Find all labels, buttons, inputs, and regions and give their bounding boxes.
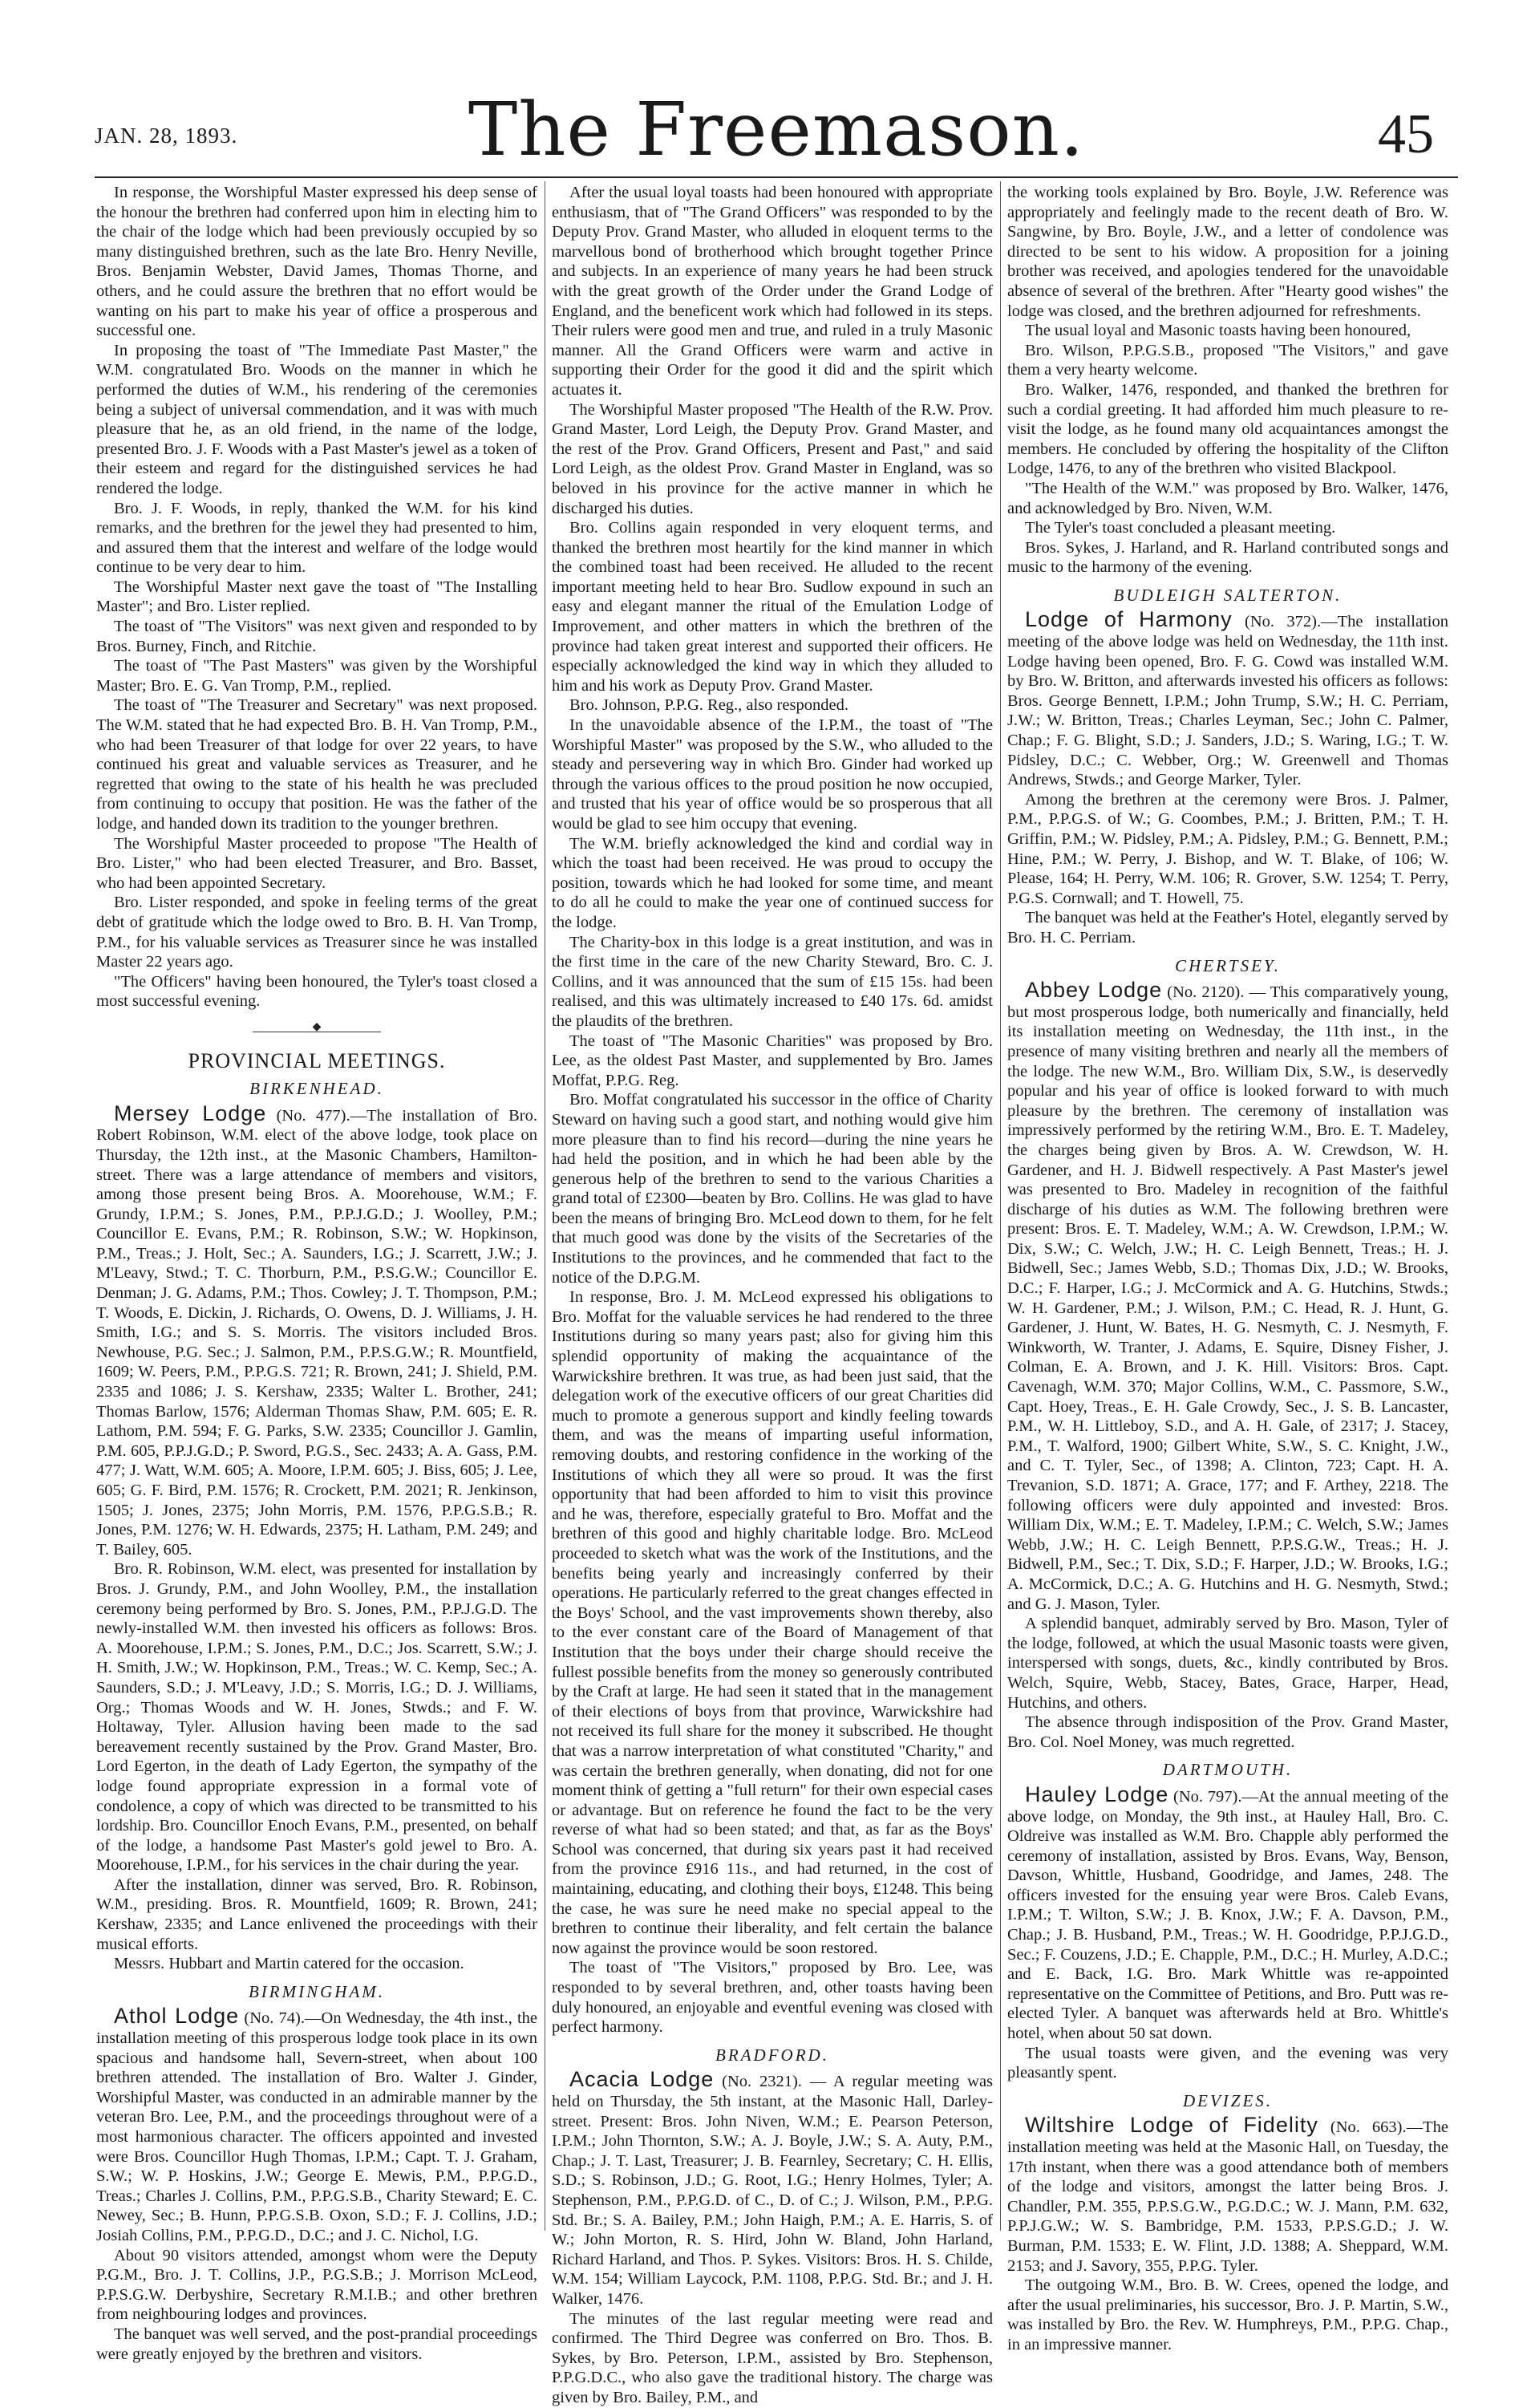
paragraph: In the unavoidable absence of the I.P.M., the toast of "The Worshipful Master" was proposed by the S.W., who alluded to the steady and persevering way in which Bro. Ginder had worked up through the various offices to the proud position he now occupied, and trusted that his year of office would be so prosperous that all would be glad to see him occupy that evening. <box>552 716 993 833</box>
paragraph: "The Officers" having been honoured, the Tyler's toast closed a most successful evening. <box>96 972 537 1011</box>
paragraph: The outgoing W.M., Bro. B. W. Crees, opened the lodge, and after the usual preliminaries, his successor, Bro. J. P. Martin, S.W., was installed by Bro. the Rev. W. Humphreys, P.M., P.P.G. Chap., in an impressive manner. <box>1007 2276 1448 2353</box>
paragraph: Bro. Moffat congratulated his successor in the office of Charity Steward on having such a good start, and nothing would give him more pleasure than to find his record—during the nine years he had held the position, and in which he had been able by the generous help of the brethren to send to the various Charities a grand total of £2300—beaten by Bro. Collins. He was glad to have been the means of bringing Bro. McLeod down to them, for he felt that much good was done by the visits of the Secretaries of the Institutions to the provinces, and he commended that fact to the notice of the D.P.G.M. <box>552 1091 993 1287</box>
lodge-report: (No. 797).—At the annual meeting of the above lodge, on Monday, the 9th inst., at Hauley Hall, Bro. C. Oldreive was installed as W.M. Bro. Chapple ably performed the ceremony of installation, assisted by Bros. Evans, Way, Benson, Davson, Whittle, Husband, Goodridge, and James, 248. The officers invested for the ensuing year were Bros. Caleb Evans, I.P.M.; T. Wilton, S.W.; J. B. Knox, J.W.; F. A. Davson, P.M., Chap.; J. B. Husband, P.M., Treas.; W. H. Goodridge, P.P.J.G.D., Sec.; F. Couzens, J.D.; E. Chapple, P.M., D.C.; H. Murley, A.D.C.; and E. Back, I.G. Bro. Mark Whittle was re-appointed representative on the Committee of Petitions, and Bro. Putt was re-elected Tyler. A banquet was afterwards held at Bro. Whittle's hotel, when about 50 sat down. <box>1007 1787 1448 2043</box>
paragraph: The Worshipful Master next gave the toast of "The Installing Master"; and Bro. Lister replied. <box>96 578 537 616</box>
paragraph: The W.M. briefly acknowledged the kind and cordial way in which the toast had been received. He was proud to occupy the position, towards which he had looked for some time, and meant to do all he could to make the year one of continued success for the lodge. <box>552 834 993 931</box>
paragraph: About 90 visitors attended, amongst whom were the Deputy P.G.M., Bro. J. T. Collins, J.P., P.G.S.B.; J. Morrison McLeod, P.P.S.G.W. Derbyshire, Secretary R.M.I.B.; and other brethren from neighbouring lodges and provinces. <box>96 2246 537 2324</box>
paragraph: Bro. Lister responded, and spoke in feeling terms of the great debt of gratitude which the lodge owed to Bro. B. H. Van Tromp, P.M., for his valuable services as Treasurer since he was installed Master 22 years ago. <box>96 894 537 971</box>
paragraph: The toast of "The Visitors," proposed by Bro. Lee, was responded to by several brethren, and, other toasts having been duly honoured, an enjoyable and eventful evening was closed with perfect harmony. <box>552 1959 993 2037</box>
paragraph: The Worshipful Master proposed "The Health of the R.W. Prov. Grand Master, Lord Leigh, the Deputy Prov. Grand Master, and the rest of the Prov. Grand Officers, Present and Past," and said Lord Leigh, as the oldest Prov. Grand Master in England, was so beloved in his province for the active manner in which he discharged his duties. <box>552 400 993 517</box>
paragraph: In response, Bro. J. M. McLeod expressed his obligations to Bro. Moffat for the valuable services he had rendered to the three Institutions during so many years past; also for giving him this splendid opportunity of making the acquaintance of the Warwickshire brethren. It was true, as had been just said, that the delegation work of the executive officers of our great Charities did much to promote a generous support and kindly feeling towards them, and was the means of imparting useful information, removing doubts, and restoring confidence in the working of the Institutions of which they all were so proud. It was the first opportunity that had been afforded to him to visit this province and he was, therefore, especially grateful to Bro. Moffat and the brethren of this good and highly charitable lodge. Bro. McLeod proceeded to sketch what was the work of the Institutions, and the benefits being yearly and increasingly conferred by their operations. He particularly referred to the great changes effected in the Boys' School, and the vast improvements shown thereby, also to the ever constant care of the Board of Management of that Institution that the boys under their charge should receive the fullest possible benefits from the money so generously contributed by the Craft at large. He had seen it stated that in the management of their elections of boys from that province, Warwickshire had not received its full share for the money it subscribed. He thought that was a narrow interpretation of what constituted "Charity," and was certain the brethren generally, when donating, did not for one moment think of getting a "full return" for their own especial cases or advantage. But on reference he found the fact to be the very reverse of what had so been stated; and that, as far as the Boys' School was concerned, that during six years past it had received from the province £916 11s., and had returned, in the cost of maintaining, educating, and clothing their boys, £1248. This being the case, he was sure he need make no special appeal to the brethren to continue their liberality, and felt certain the balance now against the province would be soon restored. <box>552 1288 993 1957</box>
paragraph: The usual loyal and Masonic toasts having been honoured, <box>1025 322 1411 340</box>
section-heading: PROVINCIAL MEETINGS. <box>188 1048 446 1072</box>
paragraph: The absence through indisposition of the Prov. Grand Master, Bro. Col. Noel Money, was much regretted. <box>1007 1713 1448 1751</box>
place-heading: DEVIZES. <box>1182 2090 1274 2110</box>
issue-date: JAN. 28, 1893. <box>95 124 238 148</box>
paragraph: The toast of "The Masonic Charities" was proposed by Bro. Lee, as the oldest Past Master, and supplemented by Bro. James Moffat, P.P.G. Reg. <box>552 1032 993 1089</box>
page-number: 45 <box>1378 103 1434 165</box>
paragraph: Bro. Wilson, P.P.G.S.B., proposed "The Visitors," and gave them a very hearty welcome. <box>1007 341 1448 379</box>
lodge-name: Lodge of Harmony <box>1025 607 1233 632</box>
paragraph: Messrs. Hubbart and Martin catered for the occasion. <box>114 1955 464 1973</box>
paragraph: The banquet was well served, and the post-prandial proceedings were greatly enjoyed by the brethren and visitors. <box>96 2325 537 2363</box>
masthead <box>95 87 1458 182</box>
place-heading: BRADFORD. <box>715 2045 829 2065</box>
paragraph: The usual toasts were given, and the evening was very pleasantly spent. <box>1007 2044 1448 2082</box>
header-rule <box>95 176 1458 178</box>
lodge-report: (No. 372).—The installation meeting of the above lodge was held on Wednesday, the 11th inst. Lodge having been opened, Bro. F. G. Cowd was installed W.M. by Bro. W. Britton, and afterwards invested his officers as follows: Bros. George Bennett, I.P.M.; John Trump, S.W.; H. C. Perriam, J.W.; W. Britton, Treas.; Charles Leyman, Sec.; John C. Palmer, Chap.; F. G. Blight, S.D.; J. Sanders, J.D.; S. Waring, I.G.; T. W. Pidsley, D.C.; C. Webber, Org.; W. Greenwell and Thomas Andrews, Stwds.; and George Marker, Tyler. <box>1007 613 1448 789</box>
paragraph: Bro. Walker, 1476, responded, and thanked the brethren for such a cordial greeting. It had afforded him much pleasure to re-visit the lodge, as he found many old acquaintances amongst the members. He concluded by offering the hospitality of the Clifton Lodge, 1476, to any of the brethren who visited Blackpool. <box>1007 380 1448 478</box>
column-1 <box>96 183 537 2364</box>
paragraph: A splendid banquet, admirably served by Bro. Mason, Tyler of the lodge, followed, at which the usual Masonic toasts were given, interspersed with songs, duets, &c., kindly contributed by Bros. Welch, Squire, Webb, Stacey, Bates, Grace, Harper, Head, Hutchins, and others. <box>1007 1615 1448 1712</box>
paragraph: Bro. Collins again responded in very eloquent terms, and thanked the brethren most heartily for the kind manner in which the combined toast had been received. He alluded to the recent important meeting held to hear Bro. Sudlow expound in such an easy and elegant manner the ritual of the Emulation Lodge of Improvement, and other matters in which the brethren of the province had taken great interest and supported their officers. He especially acknowledged the kind way in which they alluded to him and his work as Deputy Prov. Grand Master. <box>552 519 993 695</box>
paragraph: The banquet was held at the Feather's Hotel, elegantly served by Bro. H. C. Perriam. <box>1007 909 1448 947</box>
lodge-report: (No. 663).—The installation meeting was held at the Masonic Hall, on Tuesday, the 17th instant, when there was a good attendance both of members of the lodge and visitors, amongst the latter being Bros. J. Chandler, P.M. 355, P.P.S.G.W., P.G.D.C.; W. J. Mann, P.M. 632, P.P.J.G.W.; W. S. Bambridge, P.M. 1533, P.P.S.G.D.; J. W. Burman, P.M. 1533; E. W. Flint, J.D. 1388; A. Sheppard, W.M. 2153; and J. Savory, 355, P.P.G. Tyler. <box>1007 2118 1448 2275</box>
paragraph: Bro. J. F. Woods, in reply, thanked the W.M. for his kind remarks, and the brethren for the jewel they had presented to him, and assured them that the interest and welfare of the lodge would continue to be very dear to him. <box>96 499 537 577</box>
paragraph: The Tyler's toast concluded a pleasant meeting. <box>1025 519 1336 537</box>
lodge-name: Athol Lodge <box>114 2004 240 2029</box>
place-heading: BIRKENHEAD. <box>249 1079 384 1099</box>
paragraph: The toast of "The Treasurer and Secretary" was next proposed. The W.M. stated that he had expected Bro. B. H. Van Tromp, P.M., who had been Treasurer of that lodge for over 22 years, to have continued his great and valuable services as Treasurer, and he regretted that owing to the state of his health he was precluded from continuing to occupy that position. He was the father of the lodge, and handed down its tradition to the younger brethren. <box>96 696 537 833</box>
paragraph: Bro. Johnson, P.P.G. Reg., also responded. <box>569 696 848 715</box>
paragraph: Bros. Sykes, J. Harland, and R. Harland contributed songs and music to the harmony of the evening. <box>1007 538 1448 577</box>
lodge-report: (No. 2321). — A regular meeting was held on Thursday, the 5th instant, at the Masonic Hall, Darley-street. Present: Bros. John Niven, W.M.; E. Pearson Peterson, I.P.M.; John Thornton, S.W.; A. J. Boyle, J.W.; S. A. Auty, P.M., Chap.; J. T. Last, Treasurer; J. B. Fearnley, Secretary; C. H. Ellis, S.D.; S. Robinson, J.D.; G. Root, I.G.; Henry Holmes, Tyler; A. Stephenson, P.M., P.P.G.D. of C., D. of C.; J. Wilson, P.M., P.P.G. Std. Br.; S. A. Bailey, P.M.; John Haigh, P.M.; A. E. Harris, S. of W.; John Morton, R. S. Hird, John W. Bland, John Harland, Richard Harland, and Thos. P. Sykes. Visitors: Bros. H. S. Childe, W.M. 154; William Laycock, P.M. 1108, P.P.G. Std. Br.; and J. H. Walker, 1476. <box>552 2073 994 2308</box>
paragraph: After the installation, dinner was served, Bro. R. Robinson, W.M., presiding. Bros. R. Mountfield, 1609; R. Brown, 241; Kershaw, 2335; and Lance enlivened the proceedings with their musical efforts. <box>96 1875 537 1953</box>
paragraph: Bro. R. Robinson, W.M. elect, was presented for installation by Bros. J. Grundy, P.M., and John Woolley, P.M., the installation ceremony being performed by Bro. S. Jones, P.M., P.P.J.G.D. The newly-installed W.M. then invested his officers as follows: Bros. A. Moorehouse, I.P.M.; S. Jones, P.M., D.C.; Jos. Scarrett, S.W.; J. H. Smith, J.W.; W. Hopkinson, P.M., Treas.; W. C. Kemp, Sec.; A. Saunders, S.D.; J. M'Leavy, J.D.; S. Morris, I.G.; D. J. Williams, Org.; Thomas Woods and W. H. Jones, Stwds.; and F. W. Holtaway, Tyler. Allusion having been made to the sad bereavement recently sustained by the Prov. Grand Master, Bro. Lord Egerton, in the death of Lady Egerton, the sympathy of the lodge found appropriate expression in a formal vote of condolence, a copy of which was directed to be transmitted to his lordship. Bro. Councillor Enoch Evans, P.M., presented, on behalf of the lodge, a handsome Past Master's gold jewel to Bro. A. Moorehouse, I.P.M., for his services in the chair during the year. <box>96 1560 537 1875</box>
paragraph: The minutes of the last regular meeting were read and confirmed. The Third Degree was conferred on Bro. Thos. B. Sykes, by Bro. Peterson, I.P.M., assisted by Bro. Stephenson, P.P.G.D.C., who also gave the traditional history. The charge was given by Bro. Bailey, P.M., and <box>552 2309 993 2406</box>
paragraph: The toast of "The Past Masters" was given by the Worshipful Master; Bro. E. G. Van Tromp, P.M., replied. <box>96 657 537 695</box>
newspaper-title: The Freemason. <box>468 87 1085 172</box>
paragraph: Among the brethren at the ceremony were Bros. J. Palmer, P.M., P.P.G.S. of W.; G. Coombes, P.M.; J. Britten, P.M.; T. H. Griffin, P.M.; W. Pidsley, P.M.; A. Pidsley, P.M.; G. Bennett, P.M.; Hine, P.M.; W. Perry, J. Bishop, and W. T. Blake, of 106; W. Please, 164; H. Perry, W.M. 106; R. Grover, S.W. 1254; T. Perry, P.G.S. Cornwall; and T. Howell, 75. <box>1007 790 1448 907</box>
place-heading: DARTMOUTH. <box>1162 1760 1294 1780</box>
paragraph: After the usual loyal toasts had been honoured with appropriate enthusiasm, that of "The Grand Officers" was responded to by the Deputy Prov. Grand Master, who alluded in eloquent terms to the marvellous bond of brotherhood which brought together Prince and subjects. In an experience of many years he had been struck with the great growth of the Order under the Grand Lodge of England, and the beneficent work which had followed in its steps. Their rulers were good men and true, and ruled in a truly Masonic manner. All the Grand Officers were warm and active in supporting their Order for the good it did and the spirit which actuates it. <box>552 184 993 399</box>
lodge-report: (No. 477).—The installation of Bro. Robert Robinson, W.M. elect of the above lodge, took place on Thursday, the 12th inst., at the Masonic Chambers, Hamilton-street. There was a large attendance of members and visitors, among those present being Bros. A. Moorehouse, W.M.; F. Grundy, I.P.M.; S. Jones, P.M., P.P.J.G.D.; J. Woolley, P.M.; Councillor E. Evans, P.M.; R. Robinson, S.W.; W. Hopkinson, P.M., Treas.; J. Holt, Sec.; A. Saunders, I.G.; J. Scarrett, J.W.; J. M'Leavy, Stwd.; T. C. Thorburn, P.M., P.S.G.W.; Councillor E. Denman; J. G. Adams, P.M.; Thos. Cowley; J. T. Thompson, P.M.; T. Woods, E. Dickin, J. Richards, O. Owens, D. J. Williams, J. H. Smith, I.G.; and S. S. Morris. The visitors included Bros. Newhouse, P.G. Sec.; J. Salmon, P.M., P.P.S.G.W.; R. Mountfield, 1609; W. Peers, P.M., P.P.G.S. 721; R. Brown, 241; J. Shield, P.M. 2335 and 1086; J. S. Kershaw, 2335; Walter L. Brother, 241; Thomas Barlow, 1576; Alderman Thomas Shaw, P.M. 605; E. R. Lathom, P.M. 594; F. G. Parks, S.W. 2335; Councillor J. Gamlin, P.M. 605, P.P.J.G.D.; P. Sword, P.G.S., Sec. 2433; A. A. Gass, P.M. 477; J. Watt, W.M. 605; A. Moore, I.P.M. 605; J. Biss, 605; J. Lee, 605; G. F. Bird, P.M. 1576; R. Crockett, P.M. 2021; R. Jenkinson, 1505; J. Jones, 2375; John Morris, P.M. 1576, P.P.G.S.B.; R. Jones, P.M. 1276; W. H. Edwards, 2375; H. Latham, P.M. 249; and T. Bailey, 605. <box>96 1106 537 1559</box>
paragraph: The Worshipful Master proceeded to propose "The Health of Bro. Lister," who had been elected Treasurer, and Bro. Basset, who had been appointed Secretary. <box>96 834 537 892</box>
place-heading: BIRMINGHAM. <box>248 1981 386 2001</box>
paragraph: In proposing the toast of "The Immediate Past Master," the W.M. congratulated Bro. Woods on the manner in which he performed the duties of W.M., his rendering of the ceremonies being a subject of universal commendation, and it was with much pleasure that he, as an old friend, in the name of the lodge, presented Bro. J. F. Woods with a Past Master's jewel as a token of their esteem and regard for the distinguished services he had rendered the lodge. <box>96 341 537 497</box>
lodge-report: (No. 2120). — This comparatively young, but most prosperous lodge, both numerically and financially, held its installation meeting on Wednesday, the 11th inst., in the presence of many visiting brethren and nearly all the members of the lodge. The new W.M., Bro. William Dix, S.W., is deservedly popular and his year of office is looked forward to with much pleasure by the brethren. The ceremony of installation was impressively performed by the retiring W.M., Bro. E. T. Madeley, the charges being given by Bros. A. W. Crewdson, W. H. Gardener, and H. J. Bidwell respectively. A Past Master's jewel was presented to Bro. Madeley in recognition of the faithful discharge of his duties as W.M. The following brethren were present: Bros. E. T. Madeley, W.M.; A. W. Crewdson, I.P.M.; W. Dix, S.W.; C. Welch, J.W.; H. C. Leigh Bennett, Treas.; H. J. Bidwell, Sec.; James Webb, S.D.; Thomas Dix, J.D.; W. Brooks, D.C.; F. Harper, I.G.; J. McCormick and A. G. Hutchins, Stwds.; W. H. Gardener, P.M.; J. Wilson, P.M.; C. Head, R. J. Hunt, G. Gardener, J. Hunt, W. Bates, H. G. Nesmyth, C. J. Nesmyth, F. Winkworth, W. Tranter, J. Adams, E. Squire, Disney Fisher, J. Colman, E. A. Brown, and J. K. Hill. Visitors: Bros. Capt. Cavenagh, W.M. 370; Major Collins, W.M., C. Passmore, S.W., Capt. Hoey, Treas., E. H. Gale Crowdy, Sec., J. S. B. Lancaster, P.M., W. H. Littleboy, S.D., and A. H. Gale, of 2317; J. Stacey, P.M., T. Walford, 1900; Gilbert White, S.W., S. C. Knight, J.W., and C. T. Tyler, Sec., of 1398; A. Clinton, 723; Capt. H. A. Trevanion, S.D. 1871; A. Grace, 177; and F. Arthey, 2218. The following officers were duly appointed and invested: Bros. William Dix, W.M.; E. T. Madeley, I.P.M.; C. Welch, S.W.; James Webb, J.W.; H. C. Leigh Bennett, P.P.S.G.W., Treas.; H. J. Bidwell, P.M., Sec.; T. Dix, S.D.; F. Harper, J.D.; W. Brooks, I.G.; A. McCormick, D.C.; A. G. Hutchins and H. G. Nesmyth, Stwd.; and G. J. Mason, Tyler. <box>1007 983 1449 1613</box>
ornament-divider: ◆ <box>312 1020 322 1033</box>
lodge-name: Acacia Lodge <box>569 2067 715 2092</box>
lodge-name: Wiltshire Lodge of Fidelity <box>1025 2113 1318 2138</box>
lodge-report: (No. 74).—On Wednesday, the 4th inst., the installation meeting of this prosperous lodge took place in its own spacious and handsome hall, Severn-street, when about 100 brethren attended. The installation of Bro. Walter J. Ginder, Worshipful Master, was conducted in an admirable manner by the veteran Bro. Lee, P.M., and the proceedings throughout were of a most harmonious character. The officers appointed and invested were Bros. Councillor Hugh Thomas, I.P.M.; Capt. T. J. Graham, S.W.; W. P. Hoskins, J.W.; George E. Mewis, P.M., P.P.G.D., Treas.; Charles J. Collins, P.M., P.P.G.S.B., Charity Steward; E. C. Newey, Sec.; B. Hunn, P.P.G.S.B. Oxon, S.D.; F. J. Collins, J.D.; Josiah Collins, P.M., P.P.G.D., D.C.; and J. C. Nichol, I.G. <box>96 2009 538 2244</box>
lodge-name: Hauley Lodge <box>1025 1782 1169 1806</box>
lodge-name: Mersey Lodge <box>114 1101 267 1125</box>
place-heading: BUDLEIGH SALTERTON. <box>1113 585 1343 605</box>
paragraph: The toast of "The Visitors" was next given and responded to by Bros. Burney, Finch, and Ritchie. <box>96 618 537 655</box>
column-2 <box>552 183 993 2408</box>
lodge-name: Abbey Lodge <box>1025 978 1163 1003</box>
column-divider <box>1000 181 1001 2231</box>
paragraph: In response, the Worshipful Master expressed his deep sense of the honour the brethren had conferred upon him in electing him to the chair of the lodge which had been previously occupied by so many distinguished brethren, such as the late Bro. Henry Neville, Bros. Benjamin Webster, David James, Thomas Thorne, and others, and he could assure the brethren that no effort would be wanting on his part to make his year of office a prosperous and successful one. <box>96 184 537 340</box>
paragraph: "The Health of the W.M." was proposed by Bro. Walker, 1476, and acknowledged by Bro. Niven, W.M. <box>1007 479 1448 517</box>
paragraph: The Charity-box in this lodge is a great institution, and was in the first time in the care of the new Charity Steward, Bro. C. J. Collins, and it was announced that the sum of £15 15s. had been realised, and this was ultimately increased to £40 17s. 6d. amidst the plaudits of the brethren. <box>552 933 993 1030</box>
column-3 <box>1007 183 1448 2355</box>
paragraph: the working tools explained by Bro. Boyle, J.W. Reference was appropriately and feelingly made to the recent death of Bro. W. Sangwine, by Bro. Boyle, J.W., and a letter of condolence was directed to be sent to his widow. A proposition for a joining brother was received, and apologies tendered for the unavoidable absence of several of the brethren. After "Hearty good wishes" the lodge was closed, and the brethren adjourned for refreshments. <box>1007 184 1448 320</box>
place-heading: CHERTSEY. <box>1175 955 1281 975</box>
